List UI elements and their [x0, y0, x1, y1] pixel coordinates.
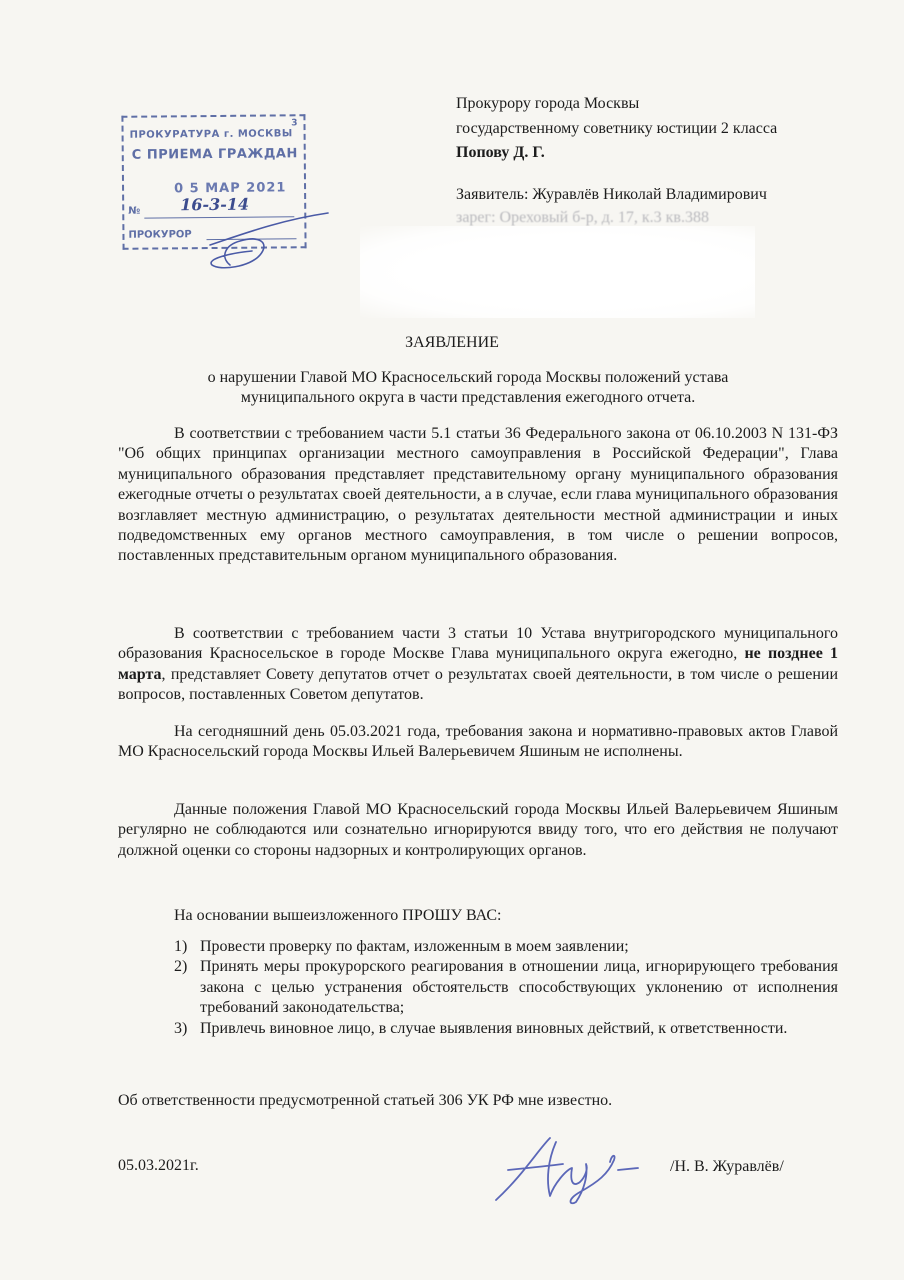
- stamp-number: 3: [291, 118, 298, 129]
- addressee-line1: Прокурору города Москвы: [456, 95, 640, 112]
- applicant-line: Заявитель: Журавлёв Николай Владимирович: [456, 186, 767, 203]
- stamp-date: 0 5 МАР 2021: [173, 180, 287, 197]
- paragraph-2: [118, 624, 838, 706]
- paragraph-2-part2: , представляет Совету депутатов отчет о результатах своей деятельности, в том числе о решении вопросов, поставленных Советом депутатов.: [118, 665, 838, 704]
- paragraph-1: В соответствии с требованием части 5.1 статьи 36 Федерального закона от 06.10.2003 N 131-ФЗ "Об общих принципах организации местного самоуправления в Российской Федерации", Глава муниципального образования представляет представительному органу муниципального образования ежегодные отчеты о результатах своей деятельности, а в случае, если глава муниципального образования возглавляет местную администрацию, о результатах деятельности местной администрации и иных подведомственных ему органов местного самоуправления, в том числе о решении вопросов, поставленных представительным органом муниципального образования.: [118, 425, 838, 565]
- paragraph-3: На сегодняшний день 05.03.2021 года, требования закона и нормативно-правовых актов Главой МО Красносельский города Москвы Ильей Валерьевичем Яшиным не исполнены.: [118, 723, 838, 761]
- stamp-line1: ПРОКУРАТУРА г. МОСКВЫ: [129, 128, 293, 141]
- request-intro: На основании вышеизложенного ПРОШУ ВАС:: [174, 907, 502, 924]
- stamp-number-label: №: [128, 205, 141, 217]
- list-item: [118, 957, 838, 1018]
- list-item-number: 2): [174, 958, 188, 976]
- addressee-name: Попову Д. Г.: [456, 144, 545, 161]
- stamp-prosecutor-label: ПРОКУРОР: [128, 229, 192, 241]
- list-item-text: Провести проверку по фактам, изложенным в моем заявлении;: [200, 938, 629, 955]
- signature-name: /Н. В. Журавлёв/: [670, 1158, 784, 1175]
- paragraph-2-bold: не позднее 1 марта: [118, 645, 838, 683]
- redaction-area: [360, 226, 755, 318]
- list-item: [118, 937, 838, 957]
- list-item: [118, 1019, 838, 1039]
- list-item-text: Привлечь виновное лицо, в случае выявления виновных действий, к ответственности.: [200, 1019, 788, 1037]
- list-item-number: 1): [174, 938, 188, 955]
- list-item-number: 3): [174, 1019, 188, 1037]
- paragraph-4: Данные положения Главой МО Красносельский города Москвы Ильей Валерьевичем Яшиным регулярно не соблюдаются или сознательно игнорируются ввиду того, что его действия не получают должной оценки со стороны надзорных и контролирующих органов.: [118, 801, 838, 859]
- document-title: ЗАЯВЛЕНИЕ: [405, 334, 499, 351]
- paragraph-2-part1: В соответствии с требованием части 3 статьи 10 Устава внутригородского муниципального образования Красносельское в городе Москве Глава муниципального округа ежегодно,: [118, 625, 838, 663]
- stamp-signature-scribble: [200, 205, 340, 275]
- stamp-reg-number: 16-3-14: [180, 194, 250, 215]
- document-subtitle: о нарушении Главой МО Красносельский города Москвы положений устава муниципального округа в части представления ежегодного отчета.: [207, 369, 729, 406]
- stamp-line2: С ПРИЕМА ГРАЖДАН: [131, 146, 298, 163]
- applicant-address-blurred: зарег: Ореховый б-р, д. 17, к.3 кв.388: [456, 209, 709, 226]
- liability-statement: Об ответственности предусмотренной статьей 306 УК РФ мне известно.: [118, 1092, 613, 1109]
- requests-list: [118, 937, 838, 1039]
- handwritten-signature: [488, 1130, 648, 1210]
- signature-date: 05.03.2021г.: [118, 1157, 199, 1174]
- addressee-line2: государственному советнику юстиции 2 класса: [456, 120, 778, 137]
- list-item-text: Принять меры прокурорского реагирования в отношении лица, игнорирующего требования закона с целью устранения обстоятельств способствующих уклонению от исполнения требований законодательства;: [200, 958, 838, 1017]
